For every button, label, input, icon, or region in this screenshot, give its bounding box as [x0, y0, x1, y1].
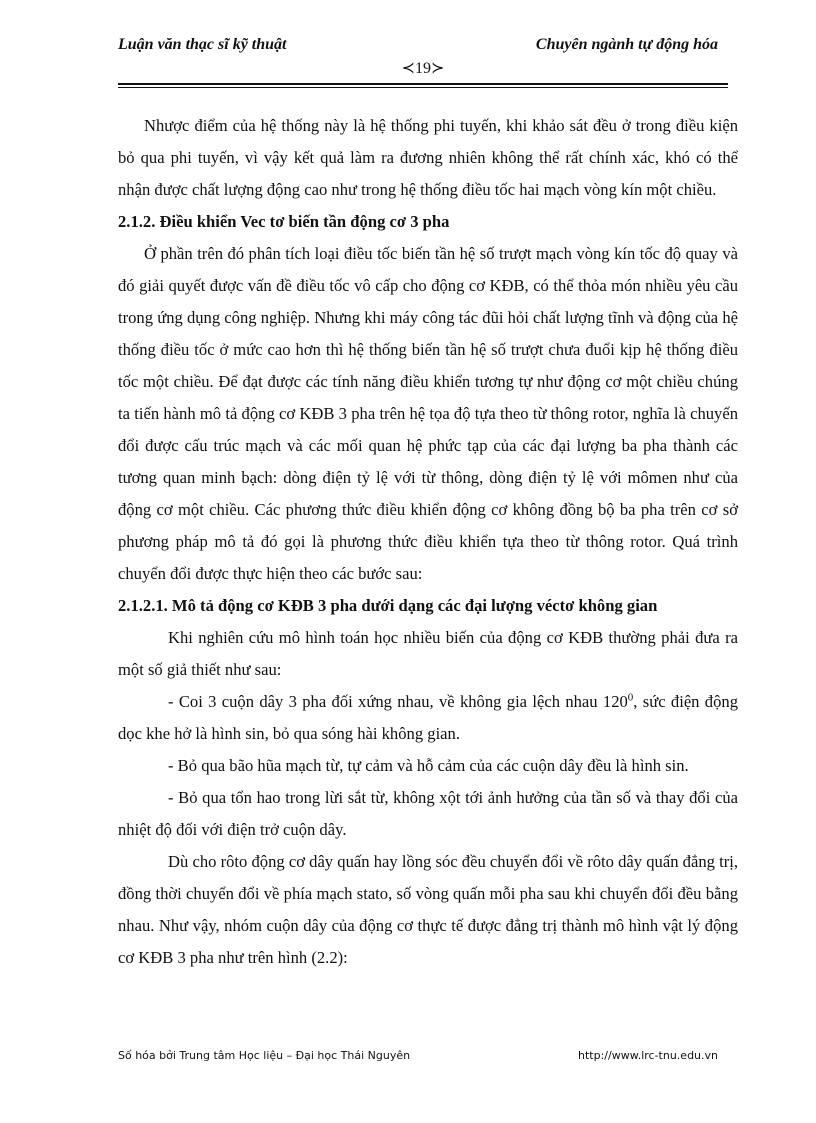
paragraph-assumptions-intro: Khi nghiên cứu mô hình toán học nhiều biến của động cơ KĐB thường phải đưa ra một số giả thiết như sau: — [118, 628, 738, 679]
bullet-losses: - Bỏ qua tổn hao trong lừi sắt từ, không xột tới ảnh hưởng của tần số và thay đổi của nhiệt độ đối với điện trở cuộn dây. — [118, 788, 738, 839]
page-header — [118, 36, 728, 96]
paragraph-drawbacks: Nhược điểm của hệ thống này là hệ thống phi tuyến, khi khảo sát đều ở trong điều kiện bỏ qua phi tuyến, vì vậy kết quả làm ra đương nhiên không thể rất chính xác, khó có thể nhận được chất lượng động cao như trong hệ thống điều tốc hai mạch vòng kín một chiều. — [118, 116, 738, 199]
paragraph-vector-control: Ở phần trên đó phân tích loại điều tốc biến tần hệ số trượt mạch vòng kín tốc độ quay và đó giải quyết được vấn đề điều tốc vô cấp cho động cơ KĐB, có thể thỏa món nhiều yêu cầu trong ứng dụng công nghiệp. Nhưng khi máy công tác đũi hỏi chất lượng tĩnh và động của hệ thống điều tốc ở mức cao hơn thì hệ thống biến tần hệ số trượt chưa đuổi kịp hệ thống điều tốc một chiều. Để đạt được các tính năng điều khiển tương tự như động cơ một chiều chúng ta tiến hành mô tả động cơ KĐB 3 pha trên hệ tọa độ tựa theo từ thông rotor, nghĩa là chuyển đổi được cấu trúc mạch và các mối quan hệ phức tạp của các đại lượng ba pha thành các tương quan minh bạch: dòng điện tỷ lệ với từ thông, dòng điện tỷ lệ với mômen như của động cơ một chiều. Các phương thức điều khiển động cơ không đồng bộ ba pha trên cơ sở phương pháp mô tả đó gọi là phương thức điều khiển tựa theo từ thông rotor. Quá trình chuyển đổi được thực hiện theo các bước sau: — [118, 244, 738, 583]
bullet-saturation: - Bỏ qua bão hũa mạch từ, tự cảm và hỗ cảm của các cuộn dây đều là hình sin. — [168, 756, 689, 775]
degree-superscript: 0 — [627, 691, 634, 704]
header-rule-thin — [118, 87, 728, 88]
page-footer — [118, 1049, 718, 1069]
footer-url: http://www.lrc-tnu.edu.vn — [578, 1049, 718, 1062]
header-rule-thick — [118, 83, 728, 85]
page-body — [118, 110, 738, 974]
section-heading-2-1-2: 2.1.2. Điều khiển Vec tơ biến tần động cơ 3 pha — [118, 212, 450, 231]
paragraph-equivalent-model: Dù cho rôto động cơ dây quấn hay lồng sóc đều chuyển đổi về rôto dây quấn đẳng trị, đồng thời chuyển đổi về phía mạch stato, số vòng quấn mỗi pha sau khi chuyển đổi đều bằng nhau. Như vậy, nhóm cuộn dây của động cơ thực tế được đẳng trị thành mô hình vật lý động cơ KĐB 3 pha như trên hình (2.2): — [118, 852, 738, 967]
page-number: ≺19≻ — [401, 60, 445, 77]
bullet-windings-text-end: , sức điện động dọc khe hở là hình sin, bỏ qua sóng hài không gian. — [118, 692, 738, 743]
header-thesis-title: Luận văn thạc sĩ kỹ thuật — [118, 36, 287, 53]
header-major: Chuyên ngành tự động hóa — [535, 36, 718, 53]
bullet-windings-text: - Coi 3 cuộn dây 3 pha đối xứng nhau, về không gia lệch nhau 120 — [168, 692, 628, 711]
bullet-windings — [118, 686, 738, 750]
footer-digitized-by: Số hóa bởi Trung tâm Học liệu – Đại học Thái Nguyên — [118, 1049, 411, 1062]
section-heading-2-1-2-1: 2.1.2.1. Mô tả động cơ KĐB 3 pha dưới dạng các đại lượng véctơ không gian — [118, 596, 658, 615]
